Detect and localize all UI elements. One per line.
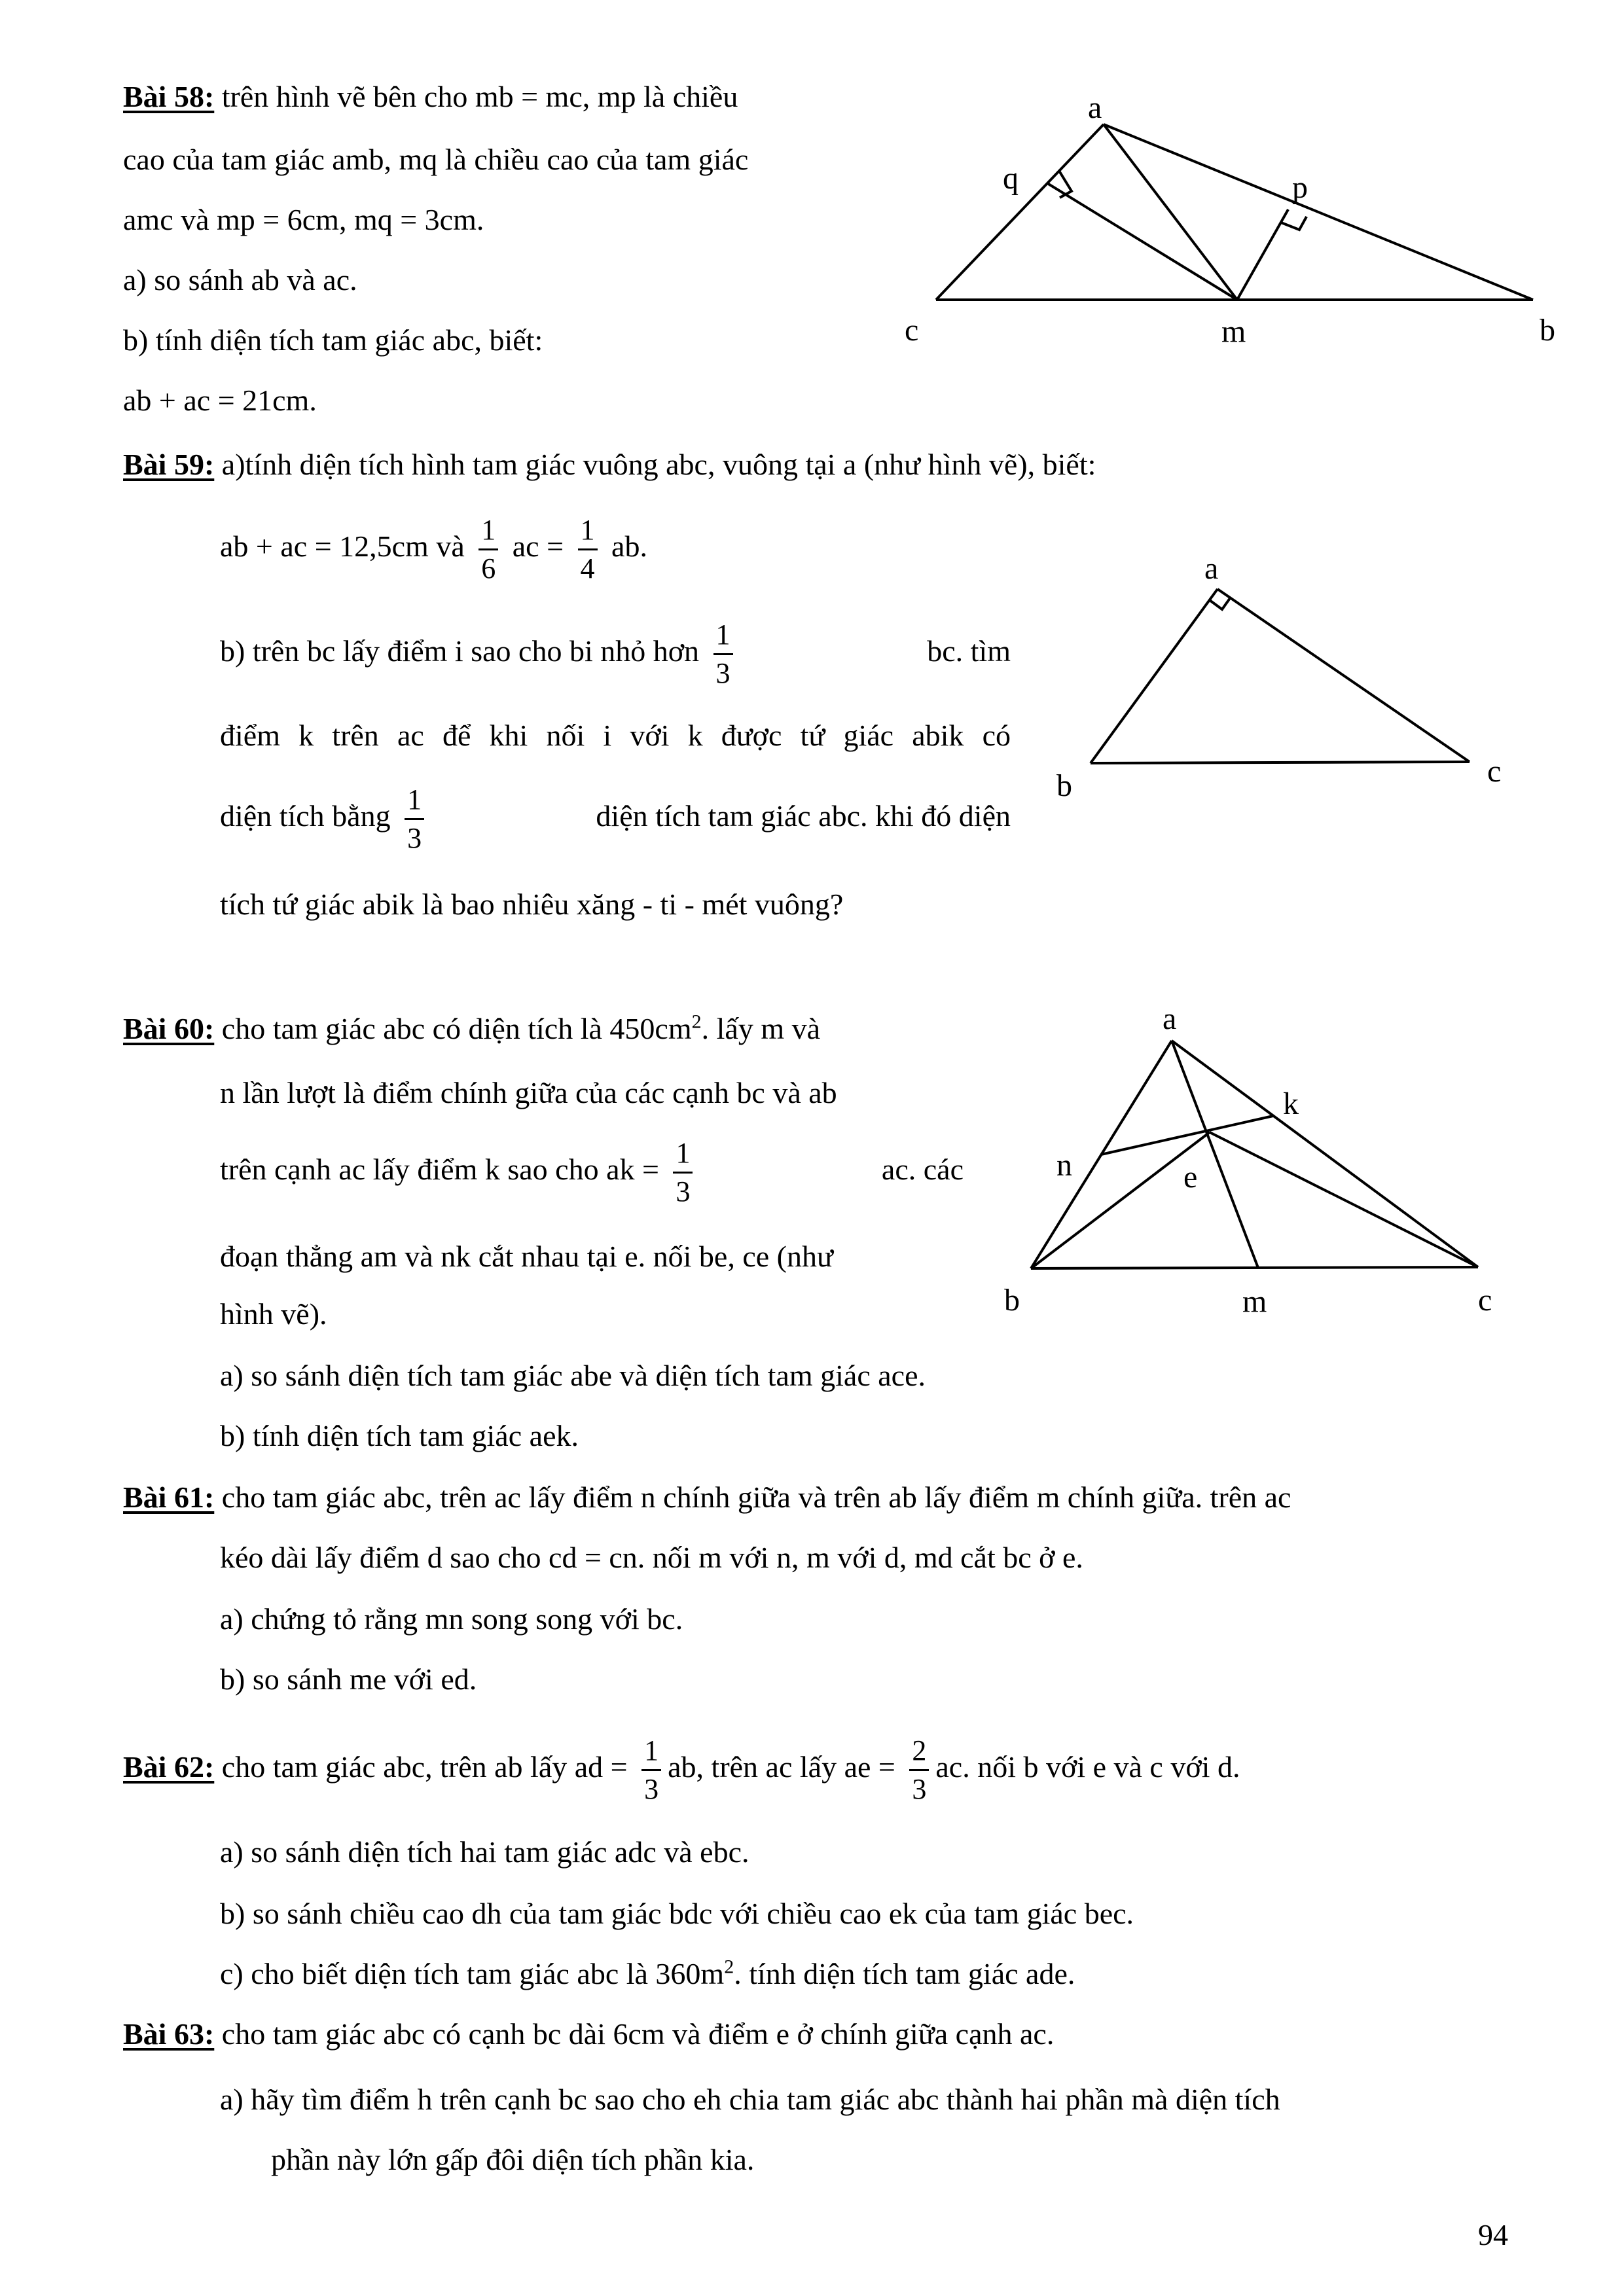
b59-line2: ab + ac = 12,5cm và $\frac{1}{6}$ ac = $\frac{1}{4}$ ab. [220,513,647,584]
b63-line1: Bài 63: cho tam giác abc có cạnh bc dài 6cm và điểm e ở chính giữa cạnh ac. [123,2017,1055,2051]
b60-median-am [1172,1041,1258,1268]
b60-edge-ac [1172,1041,1478,1267]
b60-line2: n lần lượt là điểm chính giữa của các cạnh bc và ab [220,1076,837,1109]
b58-line1: Bài 58: trên hình vẽ bên cho mb = mc, mp là chiều [123,80,738,113]
b60-line1: Bài 60: cho tam giác abc có diện tích là $450cm^2$. lấy m và [123,1011,821,1045]
b60-label-a: a [1163,1001,1177,1036]
b60-line5: hình vẽ). [220,1297,327,1331]
b60-line3: trên cạnh ac lấy điểm k sao cho ak = $\frac{1}{3}$ ac. các [220,1136,964,1208]
b61-line1: Bài 61: cho tam giác abc, trên ac lấy điểm n chính giữa và trên ab lấy điểm m chính giữa. trên ac [123,1480,1291,1514]
b61-line2: kéo dài lấy điểm d sao cho cd = cn. nối m với n, m với d, md cắt bc ở e. [220,1541,1083,1574]
b58-label-p: p [1292,170,1308,205]
b61-line3: a) chứng tỏ rằng mn song song với bc. [220,1602,683,1636]
b58-label-a: a [1088,90,1102,125]
fraction-1-3: $\frac{1}{3}$ [673,1139,693,1206]
b58-label-m: m [1221,314,1246,349]
b60-title: Bài 60: [123,1012,215,1045]
b59-label-c: c [1487,754,1502,789]
b58-label-c: c [905,313,919,348]
b61-line4: b) so sánh me với ed. [220,1662,477,1696]
b60-edge-bc [1031,1267,1478,1268]
b60-label-m: m [1242,1284,1267,1319]
fraction-1-3: $\frac{1}{3}$ [641,1736,661,1804]
fraction-1-6: $\frac{1}{6}$ [478,516,498,583]
b59-line4: điểm k trên ac để khi nối i với k được tứ giác abik có [220,719,1011,752]
b59-line6: tích tứ giác abik là bao nhiêu xăng - ti - mét vuông? [220,888,844,921]
b60-label-b: b [1004,1283,1020,1318]
b60-line6: a) so sánh diện tích tam giác abe và diện tích tam giác ace. [220,1359,926,1392]
b59-line1: Bài 59: a)tính diện tích hình tam giác vuông abc, vuông tại a (như hình vẽ), biết: [123,448,1096,481]
b59-label-b: b [1056,768,1072,803]
page-number: 94 [1478,2218,1508,2251]
b59-label-a: a [1204,551,1219,586]
b60-line7: b) tính diện tích tam giác aek. [220,1419,579,1452]
fraction-2-3: $\frac{2}{3}$ [909,1736,929,1804]
b62-line4: c) cho biết diện tích tam giác abc là $360m^2$. tính diện tích tam giác ade. [220,1956,1075,1990]
b62-line1: Bài 62: cho tam giác abc, trên ab lấy ad = $\frac{1}{3}$ ab, trên ac lấy ae = $\frac{2}{3}$ ac. nối b với e và c với d. [123,1734,1240,1805]
b60-label-n: n [1056,1148,1072,1183]
b62-line2: a) so sánh diện tích hai tam giác adc và ebc. [220,1835,749,1869]
b58-line4: a) so sánh ab và ac. [123,263,357,296]
b58-line6: ab + ac = 21cm. [123,384,317,417]
b60-label-e: e [1183,1160,1198,1194]
fraction-1-3: $\frac{1}{3}$ [713,620,733,688]
b63-title: Bài 63: [123,2017,215,2051]
b58-title: Bài 58: [123,80,215,113]
b58-line3: amc và mp = 6cm, mq = 3cm. [123,203,484,236]
b62-line3: b) so sánh chiều cao dh của tam giác bdc với chiều cao ek của tam giác bec. [220,1897,1134,1930]
b58-line2: cao của tam giác amb, mq là chiều cao của tam giác [123,143,749,176]
b63-line2: a) hãy tìm điểm h trên cạnh bc sao cho eh chia tam giác abc thành hai phần mà diện tích [220,2083,1280,2116]
b59-title: Bài 59: [123,448,215,481]
b58-label-q: q [1003,161,1019,196]
b59-line5: diện tích bằng $\frac{1}{3}$ diện tích tam giác abc. khi đó diện [220,783,1011,854]
b60-line4: đoạn thẳng am và nk cắt nhau tại e. nối be, ce (như [220,1240,833,1273]
b58-line5: b) tính diện tích tam giác abc, biết: [123,323,543,357]
b61-title: Bài 61: [123,1480,215,1514]
b58-label-b: b [1540,313,1555,348]
fraction-1-4: $\frac{1}{4}$ [578,516,598,583]
fraction-1-3: $\frac{1}{3}$ [405,785,424,853]
b60-label-c: c [1478,1283,1492,1318]
b59-line3: b) trên bc lấy điểm i sao cho bi nhỏ hơn $\frac{1}{3}$ bc. tìm [220,618,1011,689]
b60-label-k: k [1283,1086,1299,1121]
b63-line3: phần này lớn gấp đôi diện tích phần kia. [271,2143,755,2176]
b62-title: Bài 62: [123,1750,215,1784]
